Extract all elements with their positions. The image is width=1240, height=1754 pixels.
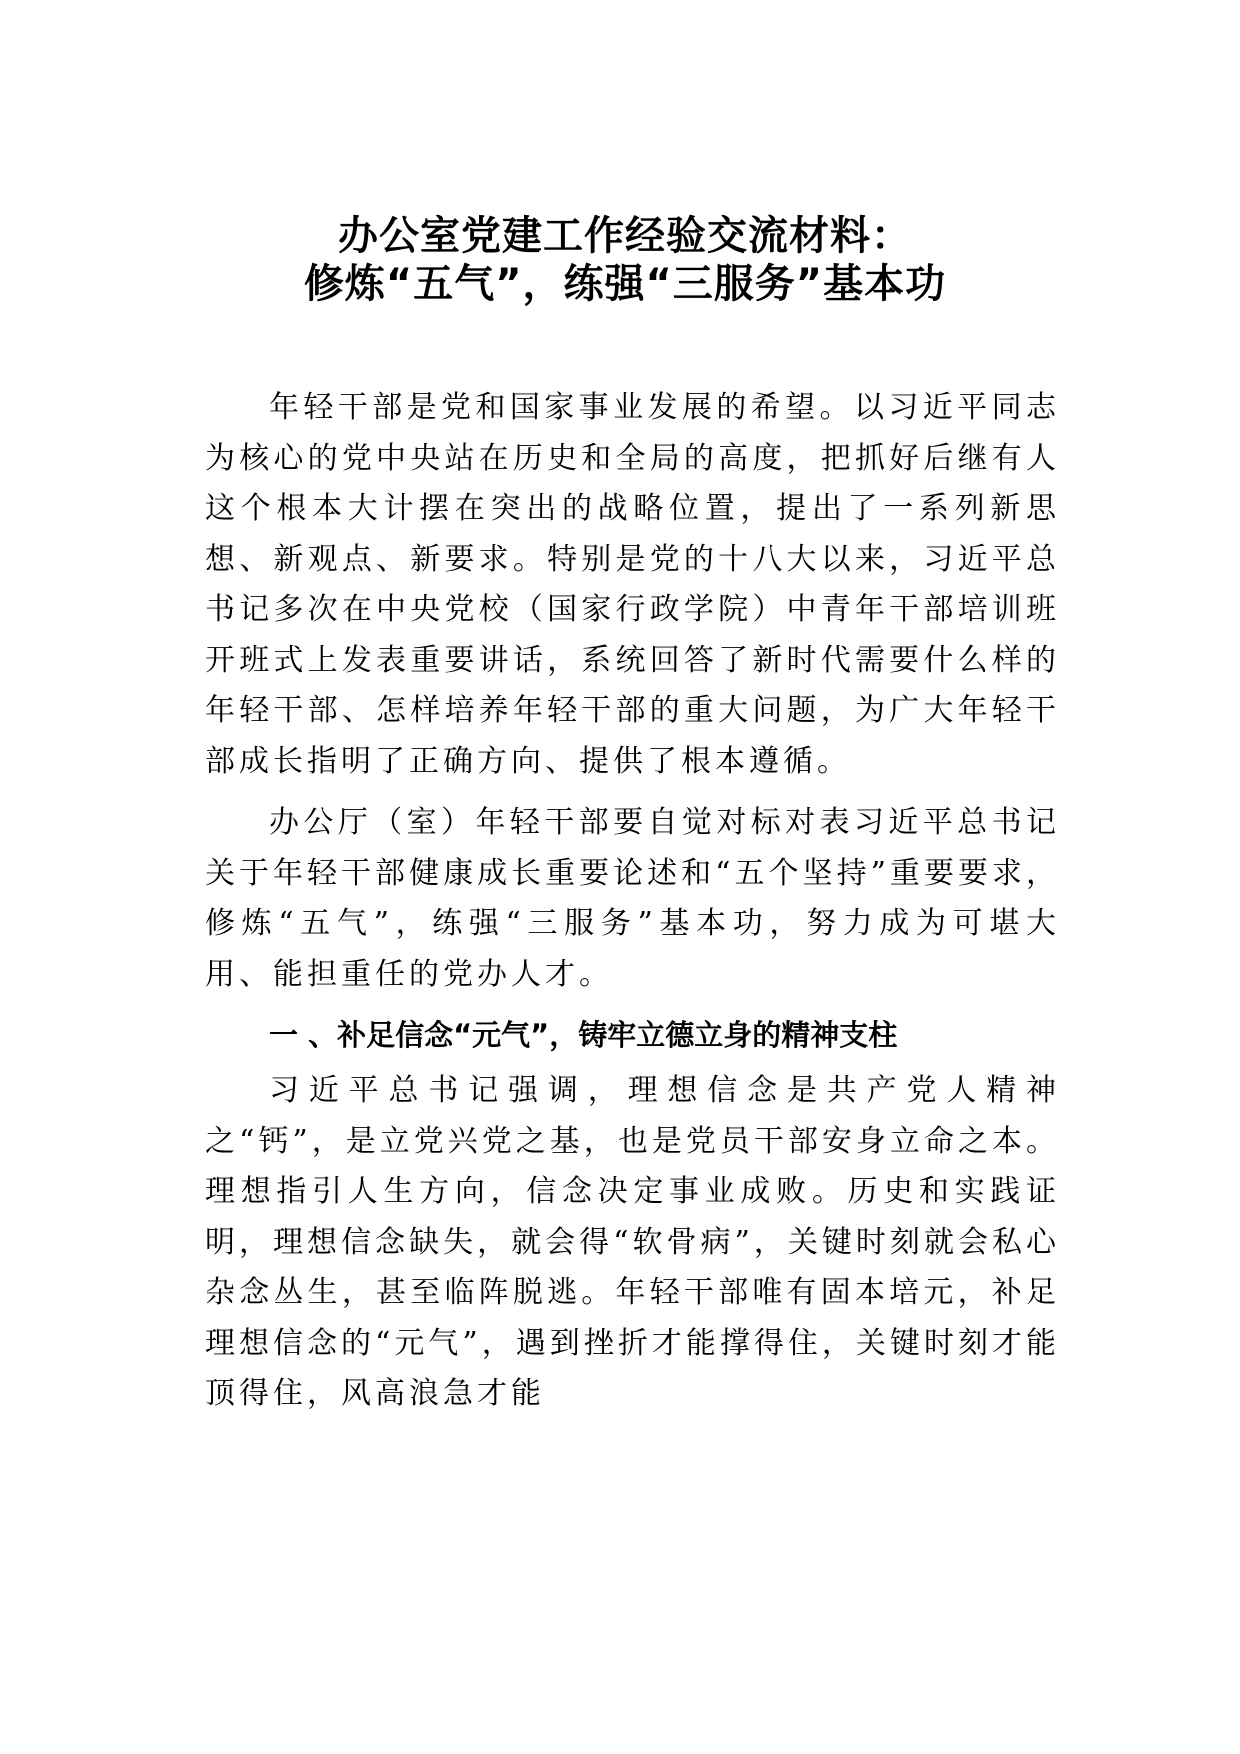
document-title [205,212,1045,308]
title-line-1: 办公室党建工作经验交流材料： [338,213,912,259]
document-body [205,383,1060,1431]
intro-paragraph-1: 年轻干部是党和国家事业发展的希望。以习近平同志为核心的党中央站在历史和全局的高度，把抓好后继有人这个根本大计摆在突出的战略位置，提出了一系列新思想、新观点、新要求。特别是党的十八大以来，习近平总书记多次在中央党校（国家行政学院）中青年干部培训班开班式上发表重要讲话，系统回答了新时代需要什么样的年轻干部、怎样培养年轻干部的重大问题，为广大年轻干部成长指明了正确方向、提供了根本遵循。 [205,390,1060,779]
title-line-2: 修炼“五气”，练强“三服务”基本功 [303,261,947,307]
section-1-paragraph: 习近平总书记强调，理想信念是共产党人精神之“钙”，是立党兴党之基，也是党员干部安身立命之本。理想指引人生方向，信念决定事业成败。历史和实践证明，理想信念缺失，就会得“软骨病”，关键时刻就会私心杂念丛生，甚至临阵脱逃。年轻干部唯有固本培元，补足理想信念的“元气”，遇到挫折才能撑得住，关键时刻才能顶得住，风高浪急才能 [205,1073,1060,1411]
section-heading-1: 一 、补足信念“元气”，铸牢立德立身的精神支柱 [269,1018,898,1052]
intro-paragraph-2: 办公厅（室）年轻干部要自觉对标对表习近平总书记关于年轻干部健康成长重要论述和“五个坚持”重要要求，修炼“五气”，练强“三服务”基本功，努力成为可堪大用、能担重任的党办人才。 [205,805,1060,992]
